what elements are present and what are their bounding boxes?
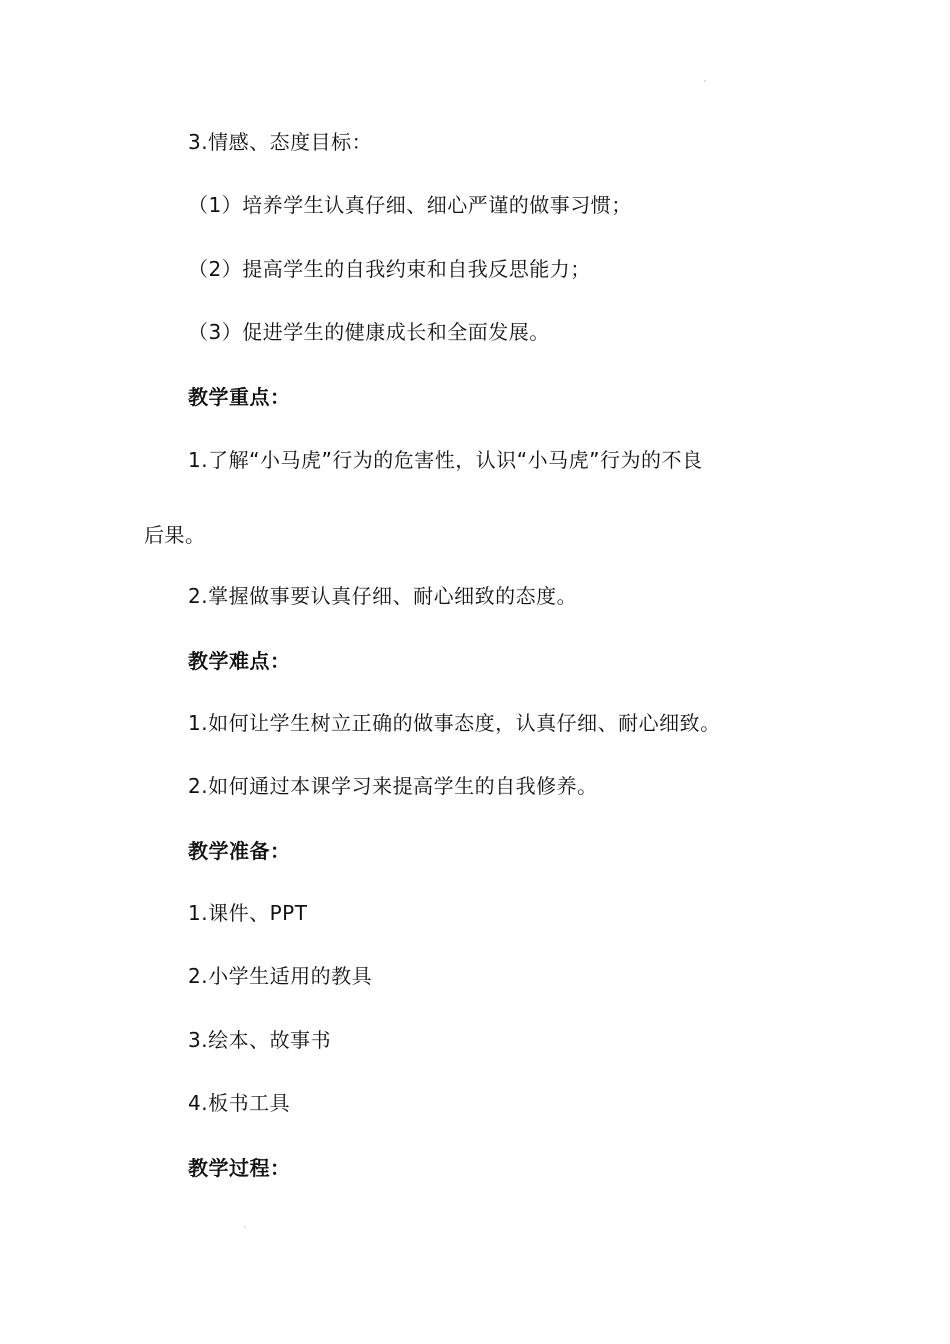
paragraph-preparation-4: 4.板书工具: [188, 1091, 291, 1115]
paragraph-goal-1: （1）培养学生认真仔细、细心严谨的做事习惯；: [188, 193, 632, 217]
paragraph-goal-3: （3）促进学生的健康成长和全面发展。: [188, 320, 550, 344]
heading-difficult-points: 教学难点：: [188, 649, 291, 673]
paragraph-affective-goals-heading: 3.情感、态度目标：: [188, 130, 373, 154]
paragraph-goal-2: （2）提高学生的自我约束和自我反思能力；: [188, 257, 591, 281]
paragraph-difficult-point-2: 2.如何通过本课学习来提高学生的自我修养。: [188, 774, 598, 798]
heading-key-points: 教学重点：: [188, 385, 291, 409]
heading-preparation: 教学准备：: [188, 839, 291, 863]
paragraph-difficult-point-1: 1.如何让学生树立正确的做事态度，认真仔细、耐心细致。: [188, 711, 721, 735]
heading-teaching-process: 教学过程：: [188, 1156, 291, 1180]
page-mark-bottom: [244, 1226, 246, 1228]
page-mark-top: [704, 80, 706, 82]
paragraph-key-point-2: 2.掌握做事要认真仔细、耐心细致的态度。: [188, 584, 578, 608]
paragraph-key-point-1-continued: 后果。: [144, 523, 206, 547]
paragraph-preparation-3: 3.绘本、故事书: [188, 1028, 332, 1052]
paragraph-preparation-1: 1.课件、PPT: [188, 901, 308, 925]
paragraph-key-point-1: 1.了解“小马虎”行为的危害性，认识“小马虎”行为的不良: [188, 448, 703, 472]
paragraph-preparation-2: 2.小学生适用的教具: [188, 964, 373, 988]
